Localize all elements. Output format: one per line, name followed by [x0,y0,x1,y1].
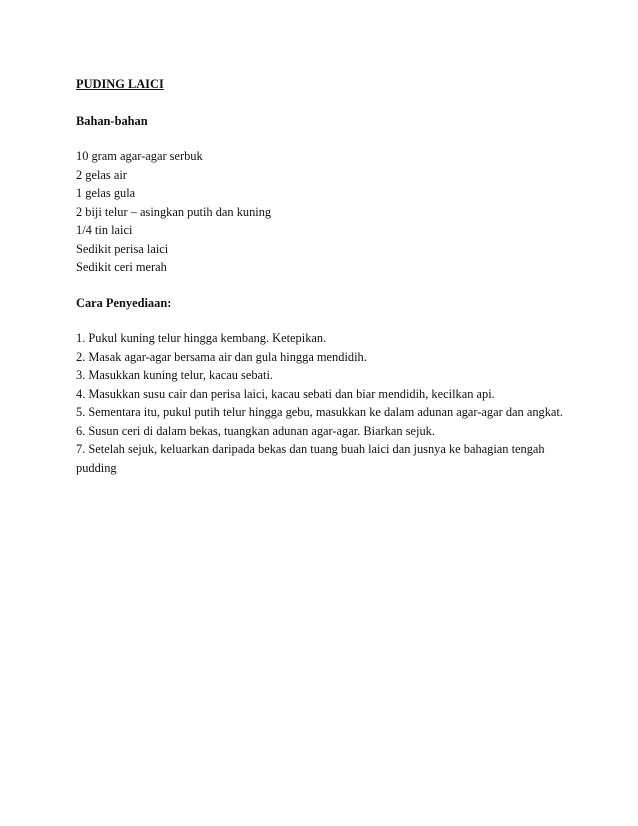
ingredient-item: 2 gelas air [76,167,127,182]
method-step: 5. Sementara itu, pukul putih telur hingga gebu, masukkan ke dalam adunan agar-agar dan angkat. [76,405,563,419]
method-heading: Cara Penyediaan: [76,295,172,310]
ingredient-item: 2 biji telur – asingkan putih dan kuning [76,204,272,219]
method-step: 2. Masak agar-agar bersama air dan gula hingga mendidih. [76,349,367,364]
spacer [76,312,566,329]
document-page [76,75,566,477]
ingredients-list [76,147,566,277]
method-step: 3. Masukkan kuning telur, kacau sebati. [76,368,274,382]
spacer [76,277,566,294]
method-step: 7. Setelah sejuk, keluarkan daripada bekas dan tuang buah laici dan jusnya ke bahagian tengah pudding [76,442,545,475]
method-step: 1. Pukul kuning telur hingga kembang. Ketepikan. [76,331,327,345]
ingredient-item: 10 gram agar-agar serbuk [76,149,203,163]
ingredient-item: 1/4 tin laici [76,223,133,237]
method-steps-list [76,329,566,477]
ingredients-heading: Bahan-bahan [76,113,148,128]
spacer [76,94,566,112]
spacer [76,130,566,147]
ingredient-item: Sedikit ceri merah [76,260,167,274]
ingredient-item: Sedikit perisa laici [76,241,169,256]
method-step: 4. Masukkan susu cair dan perisa laici, kacau sebati dan biar mendidih, kecilkan api. [76,386,495,401]
method-step: 6. Susun ceri di dalam bekas, tuangkan adunan agar-agar. Biarkan sejuk. [76,423,435,438]
recipe-title: PUDING LAICI [76,77,164,91]
ingredient-item: 1 gelas gula [76,186,136,200]
